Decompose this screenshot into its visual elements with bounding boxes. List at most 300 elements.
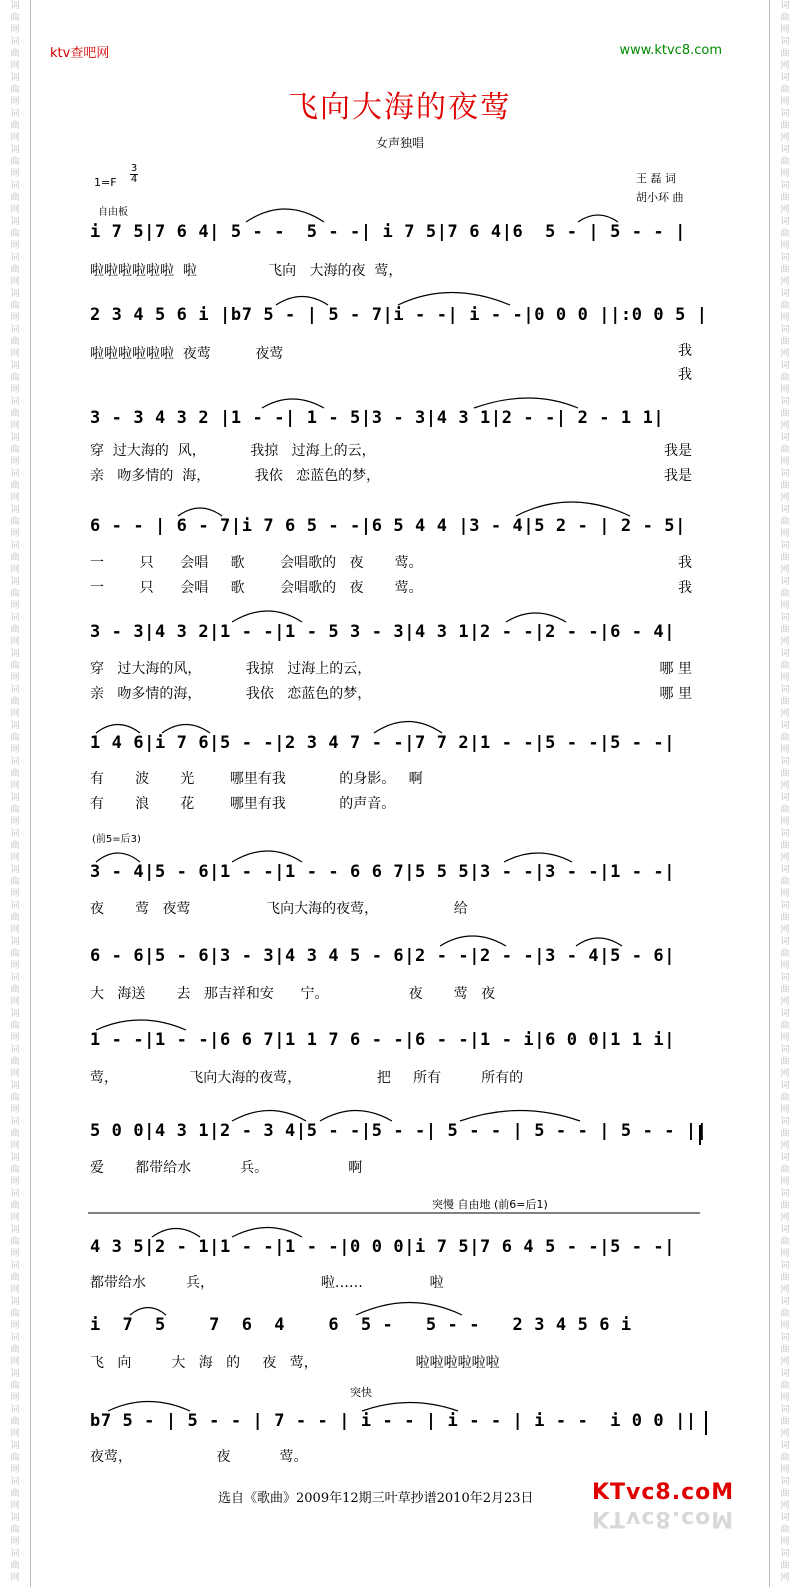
watermark-glyph: 曲 [10,373,20,383]
faster-mark: 突快 [350,1386,372,1399]
watermark-glyph: 网 [10,277,20,287]
watermark-glyph: 网 [10,97,20,107]
watermark-glyph: 曲 [780,13,790,23]
lyric-line: 夜 莺 夜莺 飞向大海的夜莺， 给 [90,901,468,917]
watermark-glyph: 词 [780,433,790,443]
watermark-glyph: 曲 [10,1489,20,1499]
watermark-glyph: 词 [10,325,20,335]
watermark-glyph: 网 [780,421,790,431]
site-logo-reflection: KTvc8.coM [592,1506,735,1531]
watermark-glyph: 词 [780,1405,790,1415]
watermark-glyph: 词 [780,1189,790,1199]
watermark-glyph: 词 [780,1,790,11]
watermark-glyph: 曲 [10,85,20,95]
lyric-line: 亲 吻多情的 海， 我依 恋蓝色的梦， [90,468,381,484]
slur [362,1403,458,1412]
watermark-glyph: 曲 [10,409,20,419]
slur [108,1402,190,1412]
watermark-glyph: 词 [780,1225,790,1235]
watermark-glyph: 网 [780,1393,790,1403]
watermark-glyph: 曲 [780,481,790,491]
song-title: 飞向大海的夜莺 [288,90,512,125]
watermark-glyph: 网 [10,205,20,215]
slur [178,508,222,516]
lyricist: 王 磊 词 [636,172,676,185]
watermark-glyph: 曲 [10,193,20,203]
watermark-glyph: 网 [10,601,20,611]
watermark-glyph: 词 [10,1,20,11]
watermark-glyph: 词 [10,541,20,551]
watermark-glyph: 词 [780,721,790,731]
watermark-glyph: 词 [10,37,20,47]
watermark-glyph: 网 [780,637,790,647]
watermark-glyph: 词 [780,757,790,767]
watermark-glyph: 网 [780,1573,790,1583]
slur [356,1303,462,1316]
watermark-glyph: 曲 [780,985,790,995]
watermark-glyph: 词 [10,1009,20,1019]
watermark-glyph: 网 [10,169,20,179]
watermark-glyph: 网 [10,1393,20,1403]
notation-line: 3 - 3 4 3 2 |1 - -| 1 - 5|3 - 3|4 3 1|2 - -| 2 - 1 1| [90,408,665,428]
watermark-glyph: 词 [10,649,20,659]
time-signature-bottom: 4 [130,174,138,185]
watermark-glyph: 曲 [10,1093,20,1103]
watermark-glyph: 网 [10,1537,20,1547]
notation-line: 5 0 0|4 3 1|2 - 3 4|5 - -|5 - -| 5 - - | 5 - - | 5 - - || [90,1121,708,1141]
watermark-glyph: 曲 [780,1273,790,1283]
watermark-glyph: 词 [780,109,790,119]
lyric-line: 大 海送 去 那吉祥和安 宁。 夜 莺 夜 [90,986,496,1002]
watermark-glyph: 网 [10,817,20,827]
watermark-glyph: 网 [780,709,790,719]
slur [504,853,572,862]
lyric-line: 一 只 会唱 歌 会唱歌的 夜 莺。 [90,580,423,596]
watermark-glyph: 网 [10,457,20,467]
watermark-glyph: 曲 [780,85,790,95]
lyric-line: 夜莺， 夜 莺。 [90,1449,308,1465]
watermark-glyph: 网 [10,241,20,251]
watermark-glyph: 网 [780,1069,790,1079]
watermark-glyph: 曲 [780,301,790,311]
slur [460,1111,580,1122]
watermark-glyph: 词 [10,73,20,83]
watermark-glyph: 曲 [10,13,20,23]
watermark-glyph: 曲 [10,949,20,959]
slur [578,215,618,222]
lyric-line: 穿 过大海的 风， 我掠 过海上的云， [90,443,376,459]
lyric-right: 我 [678,343,692,359]
slur [374,722,442,734]
notation-line: 3 - 3|4 3 2|1 - -|1 - 5 3 - 3|4 3 1|2 - -|2 - -|6 - 4| [90,622,676,642]
watermark-glyph: 网 [10,889,20,899]
watermark-glyph: 曲 [780,1309,790,1319]
watermark-glyph: 曲 [10,1309,20,1319]
slur [398,293,510,306]
watermark-glyph: 网 [10,1321,20,1331]
watermark-glyph: 曲 [780,1345,790,1355]
watermark-glyph: 网 [10,133,20,143]
lyric-line: 飞 向 大 海 的 夜 莺， 啦啦啦啦啦啦 [90,1355,500,1371]
watermark-glyph: 曲 [10,733,20,743]
watermark-glyph: 网 [780,457,790,467]
watermark-glyph: 网 [10,997,20,1007]
watermark-glyph: 曲 [780,733,790,743]
watermark-glyph: 网 [10,1249,20,1259]
watermark-glyph: 曲 [780,1453,790,1463]
watermark-glyph: 曲 [780,157,790,167]
watermark-glyph: 曲 [10,121,20,131]
watermark-glyph: 词 [10,757,20,767]
watermark-glyph: 网 [780,25,790,35]
watermark-glyph: 曲 [780,661,790,671]
watermark-glyph: 网 [780,241,790,251]
watermark-glyph: 曲 [10,841,20,851]
notation-line: b7 5 - | 5 - - | 7 - - | i - - | i - - | i - - i 0 0 || [90,1411,697,1431]
watermark-glyph: 词 [10,397,20,407]
watermark-glyph: 曲 [10,553,20,563]
notation-line: 2 3 4 5 6 i |b7 5 - | 5 - 7|i - -| i - -|0 0 0 ||:0 0 5 | [90,305,708,325]
watermark-glyph: 曲 [780,229,790,239]
watermark-glyph: 网 [780,133,790,143]
site-logo[interactable]: KTvc8.coM [592,1480,735,1505]
notation-line: 6 - - | 6 - 7|i 7 6 5 - -|6 5 4 4 |3 - 4|5 2 - | 2 - 5| [90,516,686,536]
watermark-glyph: 词 [780,1333,790,1343]
watermark-glyph: 曲 [10,1453,20,1463]
watermark-glyph: 网 [780,349,790,359]
slur [576,938,622,946]
slur [96,853,140,862]
watermark-glyph: 网 [780,205,790,215]
watermark-glyph: 词 [10,613,20,623]
watermark-glyph: 网 [780,673,790,683]
watermark-glyph: 词 [780,37,790,47]
watermark-glyph: 词 [10,577,20,587]
watermark-glyph: 曲 [10,1165,20,1175]
watermark-glyph: 曲 [780,805,790,815]
watermark-glyph: 网 [780,1465,790,1475]
watermark-glyph: 词 [780,1153,790,1163]
watermark-glyph: 曲 [10,1381,20,1391]
watermark-glyph: 网 [10,925,20,935]
time-signature-top: 3 [130,163,138,174]
watermark-glyph: 曲 [780,265,790,275]
watermark-glyph: 曲 [780,769,790,779]
watermark-glyph: 曲 [780,193,790,203]
watermark-glyph: 词 [10,1297,20,1307]
watermark-glyph: 网 [10,673,20,683]
watermark-glyph: 曲 [780,1165,790,1175]
watermark-glyph: 网 [10,637,20,647]
watermark-glyph: 词 [780,289,790,299]
watermark-glyph: 曲 [780,121,790,131]
watermark-glyph: 词 [780,145,790,155]
tempo-change-mark: 突慢 自由地 (前6=后1) [432,1198,548,1211]
slur [162,725,210,734]
watermark-glyph: 网 [780,97,790,107]
watermark-glyph: 曲 [10,265,20,275]
watermark-glyph: 词 [780,361,790,371]
song-subtitle: 女声独唱 [375,136,424,150]
watermark-glyph: 词 [780,865,790,875]
watermark-glyph: 网 [10,1213,20,1223]
watermark-glyph: 曲 [10,769,20,779]
watermark-glyph: 网 [780,1213,790,1223]
lyric-right: 哪 里 [659,686,692,702]
watermark-glyph: 词 [780,1549,790,1559]
lyric-line: 有 浪 花 哪里有我 的声音。 [90,796,396,812]
watermark-glyph: 曲 [10,1345,20,1355]
watermark-glyph: 网 [780,493,790,503]
watermark-glyph: 曲 [10,1021,20,1031]
watermark-glyph: 词 [10,793,20,803]
watermark-glyph: 网 [780,1357,790,1367]
watermark-glyph: 网 [780,529,790,539]
watermark-glyph: 网 [780,1141,790,1151]
watermark-glyph: 词 [10,433,20,443]
watermark-glyph: 网 [10,1465,20,1475]
watermark-glyph: 词 [10,1441,20,1451]
watermark-glyph: 网 [10,1285,20,1295]
slur [474,398,578,408]
watermark-glyph: 词 [780,937,790,947]
watermark-glyph: 词 [10,1261,20,1271]
watermark-glyph: 网 [780,1501,790,1511]
watermark-glyph: 网 [10,385,20,395]
watermark-glyph: 曲 [10,49,20,59]
lyric-right: 我是 [664,443,692,459]
watermark-glyph: 曲 [780,1129,790,1139]
watermark-glyph: 曲 [780,625,790,635]
slur [276,297,328,306]
site-name-left[interactable]: ktv查吧网 [50,46,110,61]
watermark-glyph: 网 [780,1429,790,1439]
watermark-glyph: 词 [10,1405,20,1415]
watermark-glyph: 网 [780,817,790,827]
watermark-glyph: 词 [10,1369,20,1379]
watermark-glyph: 词 [780,217,790,227]
slur [516,502,630,516]
notation-line: 3 - 4|5 - 6|1 - -|1 - - 6 6 7|5 5 5|3 - -|3 - -|1 - -| [90,862,676,882]
watermark-glyph: 曲 [780,841,790,851]
slur [96,725,140,734]
watermark-glyph: 曲 [780,517,790,527]
watermark-glyph: 曲 [780,1093,790,1103]
watermark-glyph: 词 [780,1009,790,1019]
watermark-glyph: 曲 [10,985,20,995]
watermark-glyph: 网 [10,1429,20,1439]
watermark-glyph: 网 [10,1501,20,1511]
slur [96,1020,186,1030]
watermark-glyph: 曲 [10,1525,20,1535]
watermark-glyph: 曲 [10,1201,20,1211]
slur [130,1308,166,1316]
watermark-glyph: 网 [780,925,790,935]
watermark-glyph: 词 [780,1117,790,1127]
watermark-glyph: 词 [10,1117,20,1127]
watermark-glyph: 词 [10,217,20,227]
watermark-glyph: 网 [10,565,20,575]
watermark-glyph: 词 [780,1369,790,1379]
watermark-glyph: 网 [780,889,790,899]
notation-line: i 7 5 7 6 4 6 5 - 5 - - 2 3 4 5 6 i [90,1315,632,1335]
notation-line: 1 4 6|i 7 6|5 - -|2 3 4 7 - -|7 7 2|1 - -|5 - -|5 - -| [90,733,676,753]
watermark-glyph: 词 [10,505,20,515]
watermark-glyph: 词 [10,829,20,839]
watermark-glyph: 词 [780,469,790,479]
notation-line: 4 3 5|2 - 1|1 - -|1 - -|0 0 0|i 7 5|7 6 4 5 - -|5 - -| [90,1237,676,1257]
watermark-glyph: 词 [780,1477,790,1487]
watermark-glyph: 网 [10,745,20,755]
watermark-glyph: 词 [780,1297,790,1307]
watermark-glyph: 曲 [780,877,790,887]
watermark-glyph: 曲 [780,1489,790,1499]
watermark-glyph: 词 [780,397,790,407]
watermark-glyph: 词 [10,109,20,119]
watermark-glyph: 网 [780,61,790,71]
slur [246,209,324,222]
watermark-glyph: 词 [10,1477,20,1487]
lyric-line: 啦啦啦啦啦啦 啦 飞向 大海的夜 莺， [90,263,403,279]
watermark-glyph: 曲 [10,1561,20,1571]
watermark-glyph: 词 [10,1549,20,1559]
slur [320,1111,392,1122]
watermark-glyph: 网 [780,385,790,395]
watermark-glyph: 词 [10,469,20,479]
repeat-note: (前5=后3) [92,834,141,845]
watermark-glyph: 词 [780,1081,790,1091]
slur [440,936,506,946]
watermark-glyph: 曲 [780,553,790,563]
watermark-glyph: 曲 [780,697,790,707]
site-url-right[interactable]: www.ktvc8.com [619,43,722,58]
watermark-glyph: 网 [780,277,790,287]
slur [232,1111,306,1122]
lyric-line: 都带给水 兵， 啦…… 啦 [90,1275,444,1291]
watermark-glyph: 词 [10,1189,20,1199]
watermark-glyph: 词 [10,721,20,731]
watermark-glyph: 网 [780,601,790,611]
slur [232,611,302,622]
watermark-glyph: 词 [780,541,790,551]
lyric-line: 啦啦啦啦啦啦 夜莺 夜莺 [90,346,284,362]
watermark-glyph: 词 [10,1333,20,1343]
watermark-glyph: 词 [10,1225,20,1235]
watermark-glyph: 网 [780,853,790,863]
watermark-glyph: 词 [780,901,790,911]
watermark-glyph: 词 [10,145,20,155]
watermark-glyph: 词 [780,73,790,83]
watermark-glyph: 曲 [780,49,790,59]
watermark-glyph: 词 [780,253,790,263]
key-signature: 1=F [94,176,117,189]
lyric-line: 亲 吻多情的海， 我依 恋蓝色的梦， [90,686,372,702]
watermark-glyph: 曲 [780,1201,790,1211]
watermark-glyph: 曲 [10,805,20,815]
watermark-glyph: 词 [10,181,20,191]
watermark-glyph: 网 [780,1249,790,1259]
slur [232,851,302,862]
watermark-glyph: 词 [10,1081,20,1091]
watermark-glyph: 网 [780,1033,790,1043]
watermark-glyph: 词 [780,1441,790,1451]
watermark-glyph: 网 [780,961,790,971]
watermark-glyph: 词 [780,829,790,839]
watermark-glyph: 曲 [10,877,20,887]
watermark-glyph: 网 [780,1321,790,1331]
watermark-glyph: 词 [780,793,790,803]
lyric-line: 爱 都带给水 兵。 啊 [90,1160,363,1176]
watermark-glyph: 词 [10,361,20,371]
watermark-glyph: 曲 [10,589,20,599]
watermark-glyph: 词 [10,1045,20,1055]
watermark-glyph: 曲 [10,661,20,671]
watermark-glyph: 网 [10,1177,20,1187]
watermark-glyph: 曲 [10,1057,20,1067]
watermark-glyph: 词 [10,685,20,695]
watermark-glyph: 网 [10,493,20,503]
lyric-line: 一 只 会唱 歌 会唱歌的 夜 莺。 [90,555,423,571]
watermark-glyph: 词 [780,505,790,515]
watermark-glyph: 曲 [780,445,790,455]
watermark-glyph: 曲 [10,697,20,707]
watermark-glyph: 网 [780,1105,790,1115]
lyric-line: 穿 过大海的风， 我掠 过海上的云， [90,661,372,677]
slur [506,613,566,622]
watermark-glyph: 词 [780,685,790,695]
watermark-glyph: 网 [10,1069,20,1079]
lyric-right: 我 [678,367,692,383]
notation-line: 1 - -|1 - -|6 6 7|1 1 7 6 - -|6 - -|1 - i|6 0 0|1 1 i| [90,1030,676,1050]
watermark-glyph: 词 [780,325,790,335]
watermark-glyph: 网 [10,61,20,71]
watermark-glyph: 网 [10,961,20,971]
watermark-glyph: 词 [780,1045,790,1055]
watermark-glyph: 网 [780,781,790,791]
watermark-glyph: 词 [780,577,790,587]
watermark-glyph: 词 [10,289,20,299]
watermark-glyph: 曲 [780,409,790,419]
watermark-glyph: 曲 [10,1237,20,1247]
lyric-line: 莺， 飞向大海的夜莺， 把 所有 所有的 [90,1070,524,1086]
watermark-glyph: 网 [10,349,20,359]
watermark-glyph: 曲 [780,1237,790,1247]
watermark-glyph: 曲 [10,517,20,527]
lyric-line: 有 波 光 哪里有我 的身影。 啊 [90,771,423,787]
watermark-glyph: 曲 [10,229,20,239]
watermark-glyph: 网 [10,1357,20,1367]
watermark-glyph: 曲 [10,1129,20,1139]
watermark-glyph: 曲 [10,337,20,347]
watermark-glyph: 曲 [10,301,20,311]
watermark-glyph: 网 [780,1537,790,1547]
watermark-glyph: 曲 [780,1525,790,1535]
watermark-glyph: 词 [780,181,790,191]
watermark-glyph: 网 [10,529,20,539]
watermark-glyph: 词 [780,1513,790,1523]
watermark-glyph: 网 [780,1177,790,1187]
watermark-glyph: 网 [780,1285,790,1295]
watermark-glyph: 词 [10,973,20,983]
watermark-glyph: 曲 [10,1417,20,1427]
watermark-glyph: 曲 [10,157,20,167]
watermark-glyph: 网 [780,169,790,179]
watermark-glyph: 曲 [780,913,790,923]
watermark-glyph: 网 [10,781,20,791]
watermark-glyph: 词 [780,649,790,659]
watermark-glyph: 词 [780,973,790,983]
slur [232,1228,302,1238]
